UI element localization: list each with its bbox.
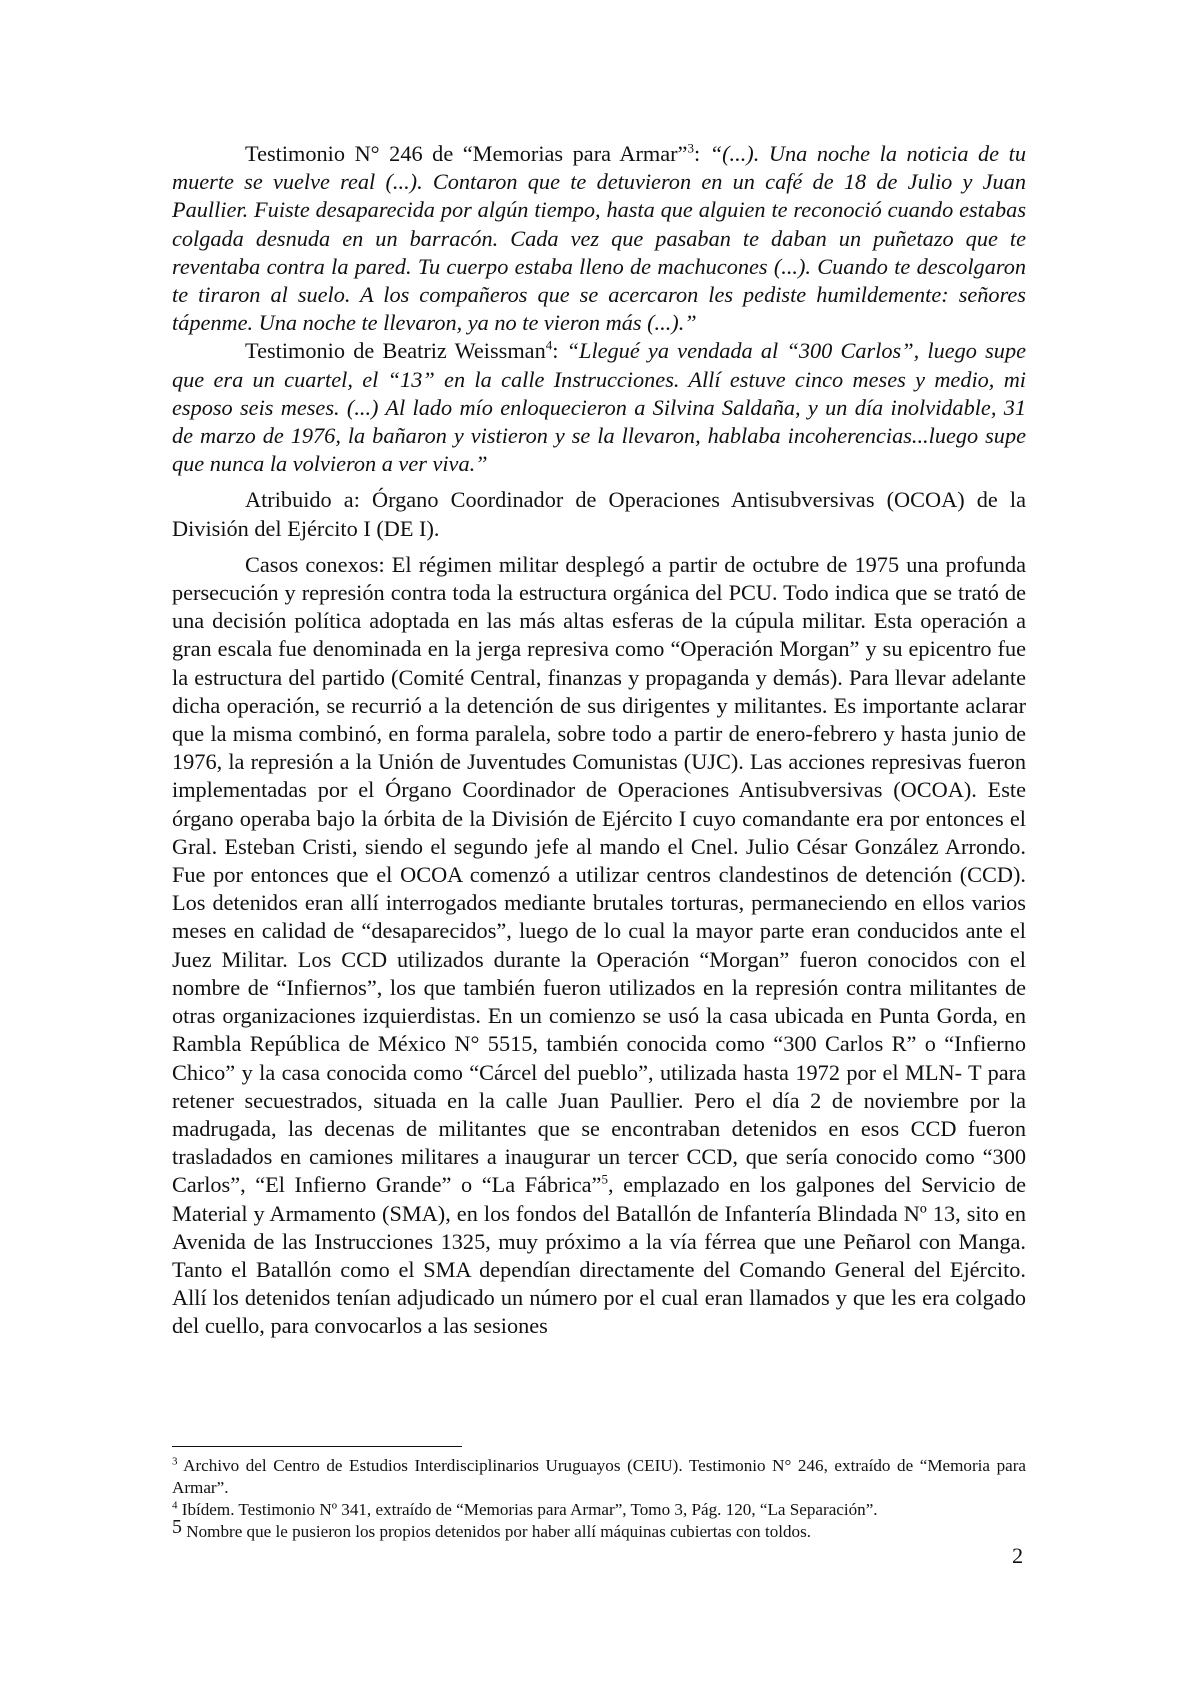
attribution-paragraph: Atribuido a: Órgano Coordinador de Operaciones Antisubversivas (OCOA) de la División del Ejército I (DE I). [172, 487, 1026, 541]
footnote-ref-5[interactable]: 5 [601, 1171, 608, 1187]
footnote-number: 3 [172, 1455, 178, 1468]
testimony-intro: Testimonio de Beatriz Weissman [245, 338, 546, 364]
separator: : [693, 141, 710, 166]
footnote-ref-3[interactable]: 3 [687, 140, 694, 156]
page-number: 2 [1012, 1543, 1024, 1568]
footnote-ref-4[interactable]: 4 [545, 338, 553, 353]
footnote-text: Ibídem. Testimonio Nº 341, extraído de “Memorias para Armar”, Tomo 3, Pág. 120, “La Separación”. [177, 1500, 878, 1519]
footnote-4 [172, 1499, 1026, 1521]
related-cases-text: Casos conexos: El régimen militar desplegó a partir de octubre de 1975 una profunda persecución y represión contra toda la estructura orgánica del PCU. Todo indica que se trató de una decisión política adoptada en las más altas esferas de la cúpula militar. Esta operación a gran escala fue denominada en la jerga represiva como “Operación Morgan” y su epicentro fue la estructura del partido (Comité Central, finanzas y propaganda y demás). Para llevar adelante dicha operación, se recurrió a la detención de sus dirigentes y militantes. Es importante aclarar que la misma combinó, en forma paralela, sobre todo a partir de enero-febrero y hasta junio de 1976, la represión a la Unión de Juventudes Comunistas (UJC). Las acciones represivas fueron implementadas por el Órgano Coordinador de Operaciones Antisubversivas (OCOA). Este órgano operaba bajo la órbita de la División de Ejército I cuyo comandante era por entonces el Gral. Esteban Cristi, siendo el segundo jefe al mando el Cnel. Julio César González Arrondo. Fue por entonces que el OCOA comenzó a utilizar centros clandestinos de detención (CCD). Los detenidos eran allí interrogados mediante brutales torturas, permaneciendo en ellos varios meses en calidad de “desaparecidos”, luego de lo cual la mayor parte eran conducidos ante el Juez Militar. Los CCD utilizados durante la Operación “Morgan” fueron conocidos con el nombre de “Infiernos”, los que también fueron utilizados en la represión contra militantes de otras organizaciones izquierdistas. En un comienzo se usó la casa ubicada en Punta Gorda, en Rambla República de México N° 5515, también conocida como “300 Carlos R” o “Infierno Chico” y la casa conocida como “Cárcel del pueblo”, utilizada hasta 1972 por el MLN- T para retener secuestrados, situada en la calle Juan Paullier. Pero el día 2 de noviembre por la madrugada, las decenas de militantes que se encontraban detenidos en esos CCD fueron trasladados en camiones militares a inaugurar un tercer CCD, que sería conocido como “300 Carlos”, “El Infierno Grande” o “La Fábrica” [172, 551, 1026, 1198]
testimony-intro: Testimonio N° 246 de “Memorias para Armar” [245, 141, 688, 166]
footnote-3 [172, 1455, 1026, 1499]
footnote-number: 5 [172, 1516, 182, 1538]
footnote-5 [172, 1516, 1026, 1543]
footnote-divider [172, 1446, 462, 1447]
testimony-paragraph-246 [172, 140, 1026, 337]
testimony-quote: “(...). Una noche la noticia de tu muerte se vuelve real (...). Contaron que te detuvieron en un café de 18 de Julio y Juan Paullier. Fuiste desaparecida por algún tiempo, hasta que alguien te reconoció cuando estabas colgada desnuda en un barracón. Cada vez que pasaban te daban un puñetazo que te reventaba contra la pared. Tu cuerpo estaba lleno de machucones (...). Cuando te descolgaron te tiraron al suelo. A los compañeros que se acercaron les pediste humildemente: señores tápenme. Una noche te llevaron, ya no te vieron más (...).” [172, 141, 1026, 336]
testimony-paragraph-weissman [172, 337, 1026, 478]
document-body [172, 140, 1026, 1341]
footnote-text: Archivo del Centro de Estudios Interdisciplinarios Uruguayos (CEIU). Testimonio N° 246, extraído de “Memoria para Armar”. [172, 1456, 1026, 1497]
footnote-text: Nombre que le pusieron los propios detenidos por haber allí máquinas cubiertas con toldos. [182, 1522, 812, 1541]
footnotes-section [172, 1455, 1026, 1543]
footnote-number: 4 [172, 1499, 178, 1512]
related-cases-paragraph [172, 551, 1026, 1341]
separator: : [552, 338, 567, 364]
testimony-quote: “Llegué ya vendada al “300 Carlos”, luego supe que era un cuartel, el “13” en la calle Instrucciones. Allí estuve cinco meses y medio, mi esposo seis meses. (...) Al lado mío enloquecieron a Silvina Saldaña, y un día inolvidable, 31 de marzo de 1976, la bañaron y vistieron y se la llevaron, hablaba incoherencias...luego supe que nunca la volvieron a ver viva.” [172, 338, 1026, 477]
related-cases-text-continued: , emplazado en los galpones del Servicio de Material y Armamento (SMA), en los fondos del Batallón de Infantería Blindada Nº 13, sito en Avenida de las Instrucciones 1325, muy próximo a la vía férrea que une Peñarol con Manga. Tanto el Batallón como el SMA dependían directamente del Comando General del Ejército. Allí los detenidos tenían adjudicado un número por el cual eran llamados y que les era colgado del cuello, para convocarlos a las sesiones [172, 1172, 1026, 1339]
